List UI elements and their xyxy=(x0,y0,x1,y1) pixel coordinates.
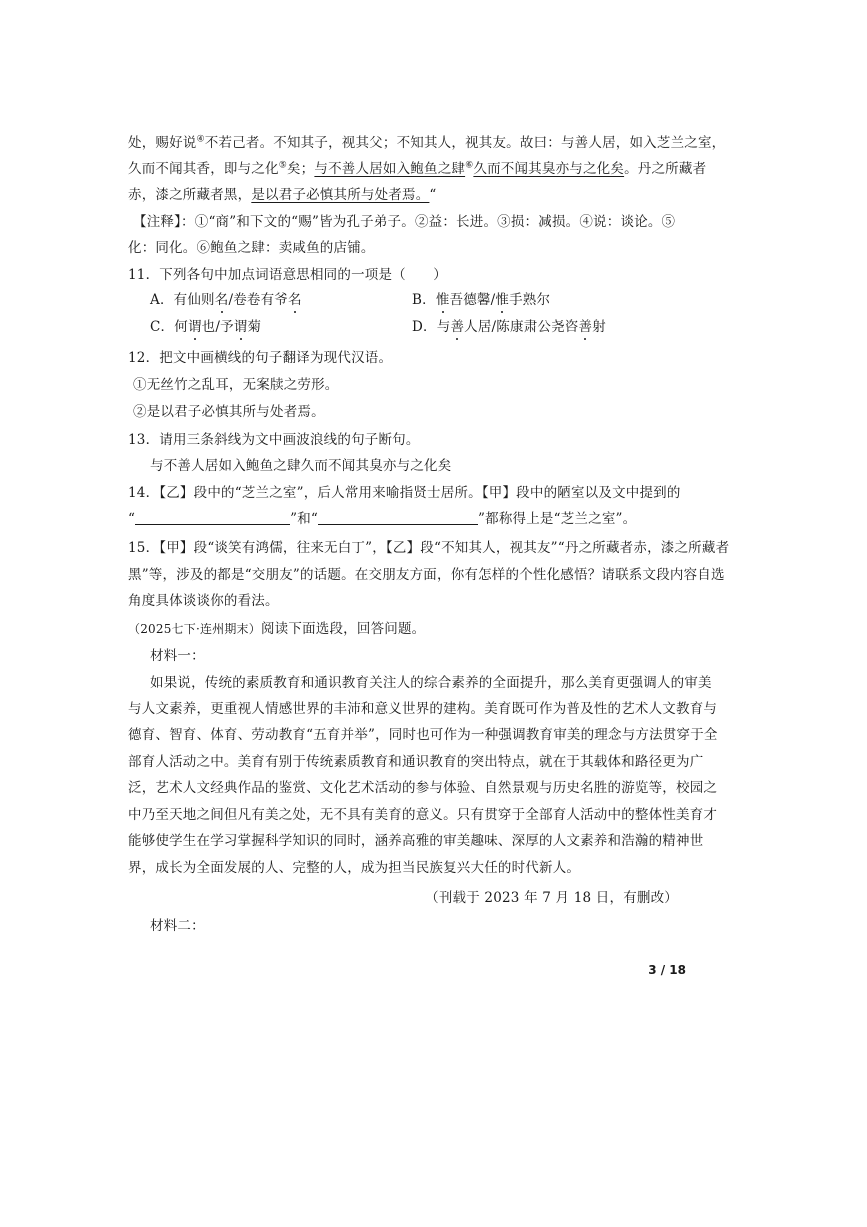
q13-sentence: 与不善人居如入鲍鱼之肆久而不闻其臭亦与之化矣 xyxy=(150,458,452,474)
q11-option-a: A．有仙则名/卷卷有爷名 xyxy=(150,292,302,308)
page-number: 3 / 18 xyxy=(648,963,686,977)
q12-sentence-1: ①无丝竹之乱耳，无案牍之劳形。 xyxy=(133,377,339,393)
section-header: （2025七下·连州期末）阅读下面选段，回答问题。 xyxy=(128,621,426,637)
q11-option-d: D．与善人居/陈康肃公尧咨善射 xyxy=(412,319,606,335)
passage-line-2: 久而不闻其香，即与之化⑤矣；与不善人居如入鲍鱼之肆⑥久而不闻其臭亦与之化矣。丹之所藏者 xyxy=(128,160,707,177)
material-1-line-7: 能够使学生在学习掌握科学知识的同时，涵养高雅的审美趣味、深厚的人文素养和浩瀚的精神世 xyxy=(128,833,704,849)
passage-line-1: 处，赐好说④不若己者。不知其子，视其父；不知其人，视其友。故曰：与善人居，如入芝兰之室， xyxy=(128,134,726,151)
answer-blank-1[interactable] xyxy=(135,510,290,525)
material-1-label: 材料一： xyxy=(150,648,205,664)
q11-option-b: B．惟吾德馨/惟手熟尔 xyxy=(412,292,551,308)
material-1-line-2: 与人文素养，更重视人情感世界的丰沛和意义世界的建构。美育既可作为普及性的艺术人文教育与 xyxy=(128,701,718,717)
answer-blank-2[interactable] xyxy=(318,510,478,525)
material-1-line-8: 界，成长为全面发展的人、完整的人，成为担当民族复兴大任的时代新人。 xyxy=(128,860,581,876)
passage-line-3: 赤，漆之所藏者黑，是以君子必慎其所与处者焉。“ xyxy=(128,187,437,203)
notes-line-1: 【注释】：①“商”和下文的“赐”皆为孔子弟子。②益：长进。③损：减损。④说：谈论。⑤ xyxy=(133,214,676,230)
section-source: （2025七下·连州期末） xyxy=(128,622,261,636)
material-1-line-6: 中乃至天地之间但凡有美之处，无不具有美育的意义。只有贯穿于全部育人活动中的整体性美育才 xyxy=(128,807,718,823)
question-15-line-3: 角度具体谈谈你的看法。 xyxy=(128,593,279,609)
material-2-label: 材料二： xyxy=(150,918,205,934)
underlined-sentence: 是以君子必慎其所与处者焉。 xyxy=(251,187,430,203)
q12-sentence-2: ②是以君子必慎其所与处者焉。 xyxy=(133,404,325,420)
question-11-stem: 11．下列各句中加点词语意思相同的一项是（ ） xyxy=(128,267,447,283)
question-13-stem: 13．请用三条斜线为文中画波浪线的句子断句。 xyxy=(128,432,420,448)
notes-line-2: 化：同化。⑥鲍鱼之肆：卖咸鱼的店铺。 xyxy=(128,240,375,256)
material-1-line-5: 泛，艺术人文经典作品的鉴赏、文化艺术活动的参与体验、自然景观与历史名胜的游览等，校园之 xyxy=(128,780,718,796)
material-1-line-3: 德育、智育、体育、劳动教育“五育并举”，同时也可作为一种强调教育审美的理念与方法贯穿于全 xyxy=(128,727,718,743)
question-12-stem: 12．把文中画横线的句子翻译为现代汉语。 xyxy=(128,350,393,366)
material-1-line-4: 部育人活动之中。美育有别于传统素质教育和通识教育的突出特点，就在于其载体和路径更为广 xyxy=(128,754,704,770)
material-1-line-1: 如果说，传统的素质教育和通识教育关注人的综合素养的全面提升，那么美育更强调人的审美 xyxy=(150,675,712,691)
question-14-line-1: 14．【乙】段中的“芝兰之室”，后人常用来喻指贤士居所。【甲】段中的陋室以及文中提到的 xyxy=(128,485,681,501)
question-15-line-1: 15．【甲】段“谈笑有鸿儒，往来无白丁”，【乙】段“不知其人，视其友”“丹之所藏者赤，漆之所藏者 xyxy=(128,540,730,556)
q11-option-c: C．何谓也/予谓菊 xyxy=(150,319,262,335)
question-15-line-2: 黑”等，涉及的都是“交朋友”的话题。在交朋友方面，你有怎样的个性化感悟？请联系文段内容自选 xyxy=(128,567,725,583)
wavy-underlined-sentence: 与不善人居如入鲍鱼之肆 xyxy=(314,161,466,177)
citation: （刊载于 2023 年 7 月 18 日，有删改） xyxy=(425,890,678,906)
question-14-line-2: “ ”和“ ”都称得上是“芝兰之室”。 xyxy=(128,511,637,527)
